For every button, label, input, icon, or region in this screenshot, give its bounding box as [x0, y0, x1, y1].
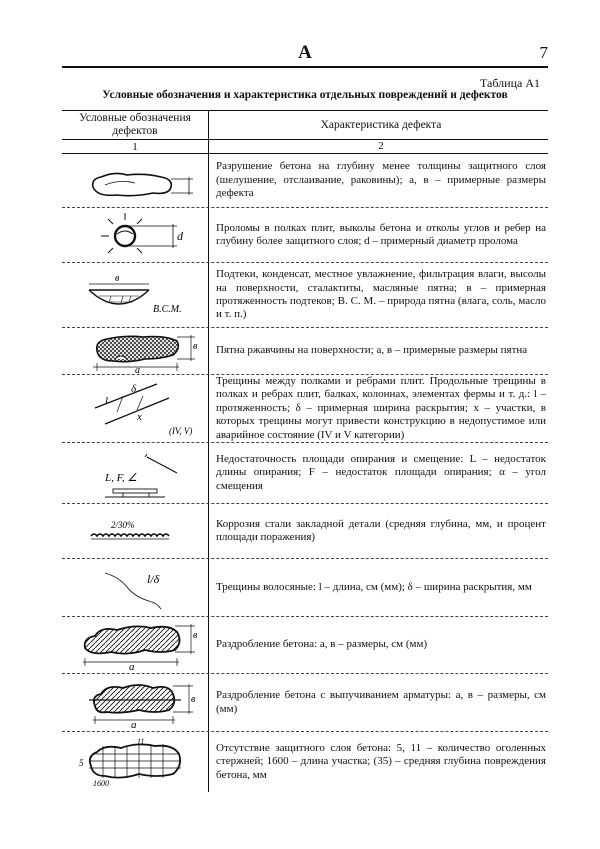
table-row — [62, 559, 548, 617]
page-number: 7 — [539, 43, 548, 62]
description-cell — [209, 732, 548, 792]
symbol-cell — [62, 559, 209, 616]
col2-number: 2 — [378, 139, 384, 152]
table-number-row — [62, 140, 548, 154]
symbol-label: х — [137, 410, 142, 423]
symbol-label: δ — [131, 382, 137, 395]
table-row — [62, 674, 548, 732]
table-row — [62, 732, 548, 792]
symbol-cell — [62, 617, 209, 673]
crushing-symbol — [65, 618, 205, 672]
table-row — [62, 263, 548, 328]
col1-header: Условные обозначения дефектов — [62, 111, 209, 139]
symbol-cell — [62, 504, 209, 558]
row-description: Разрушение бетона на глубину менее толщины защитного слоя (шелушение, отслаивание, раковины); а, в – примерные размеры дефекта — [216, 160, 546, 200]
symbol-label: 5 — [79, 758, 84, 768]
table-row — [62, 328, 548, 375]
support-symbol — [65, 445, 205, 501]
defects-table — [62, 110, 548, 792]
symbol-cell — [62, 674, 209, 731]
symbol-cell — [62, 328, 209, 374]
symbol-label: 11 — [137, 737, 145, 746]
symbol-cell — [62, 375, 209, 442]
row-description: Раздробление бетона: а, в – размеры, см (мм) — [216, 638, 428, 651]
table-row — [62, 443, 548, 504]
crushing-rebar-symbol — [65, 676, 205, 730]
row-description: Недостаточность площади опирания и смещение: L – недостаток длины опирания; F – недостаток площади опирания; α – угол смещения — [216, 452, 546, 492]
symbol-label: l — [105, 394, 109, 407]
missing-cover-symbol — [65, 734, 205, 790]
page-letter: А — [298, 42, 312, 63]
description-cell — [209, 617, 548, 673]
table-row — [62, 375, 548, 443]
symbol-label: d — [177, 229, 183, 243]
symbol-label: 1600 — [93, 779, 109, 788]
row-description: Проломы в полках плит, выколы бетона и отколы углов и ребер на глубину более защитного слоя; d – примерный диаметр пролома — [216, 221, 546, 247]
hair-crack-symbol — [65, 561, 205, 615]
table-label: Таблица А1 — [480, 76, 540, 90]
symbol-cell — [62, 443, 209, 503]
leak-symbol — [65, 266, 205, 324]
description-cell — [209, 263, 548, 327]
symbol-label: В.С.М. — [153, 304, 182, 315]
symbol-label: в — [191, 693, 196, 705]
row-description: Отсутствие защитного слоя бетона: 5, 11 – количество оголенных стержней; 1600 – длина участка; (35) – средняя глубина повреждения бетона, мм — [216, 741, 546, 781]
table-row — [62, 208, 548, 263]
symbol-cell — [62, 208, 209, 262]
row-description: Трещины между полками и ребрами плит. Продольные трещины в полках и ребрах плит, балках, колоннах, элементах фермы и т. д.: l – протяженность; δ – примерная ширина раскрытия; х – участки, в которых трещины могут привести конструкцию в недопустимое или аварийное состояние (IV и V категории) — [216, 374, 546, 441]
symbol-cell — [62, 732, 209, 792]
breach-symbol — [65, 210, 205, 260]
description-cell — [209, 208, 548, 262]
description-cell — [209, 154, 548, 207]
description-cell — [209, 328, 548, 374]
symbol-label: а — [129, 661, 135, 672]
symbol-label: l/δ — [147, 571, 160, 586]
table-row — [62, 154, 548, 208]
symbol-label: в — [193, 630, 198, 641]
symbol-label: а — [131, 718, 137, 730]
row-description: Подтеки, конденсат, местное увлажнение, фильтрация влаги, высолы на поверхности, сталактиты, масляные пятна; в – примерная протяженность подтеков; В. С. М. – природа пятна (влага, соль, масло и т. п.) — [216, 268, 546, 321]
description-cell — [209, 674, 548, 731]
page-header — [62, 40, 548, 68]
table-row — [62, 617, 548, 674]
description-cell — [209, 375, 548, 442]
symbol-label: L, F, ∠ — [105, 472, 138, 484]
table-header-row — [62, 111, 548, 140]
col2-header: Характеристика дефекта — [320, 118, 442, 131]
table-row — [62, 504, 548, 559]
symbol-cell — [62, 154, 209, 207]
symbol-label: 2/30% — [111, 520, 135, 530]
symbol-label: (IV, V) — [169, 425, 193, 436]
row-description: Трещины волосяные: l – длина, см (мм); δ – ширина раскрытия, мм — [216, 580, 532, 593]
description-cell — [209, 559, 548, 616]
symbol-label: в — [115, 273, 120, 284]
row-description: Раздробление бетона с выпучиванием арматуры: а, в – размеры, см (мм) — [216, 689, 546, 715]
crack-symbol — [65, 378, 205, 440]
table-title: Условные обозначения и характеристика отдельных повреждений и дефектов — [102, 89, 508, 101]
rust-symbol — [65, 329, 205, 373]
spalling-symbol — [65, 157, 205, 205]
row-description: Пятна ржавчины на поверхности; а, в – примерные размеры пятна — [216, 344, 528, 357]
symbol-label: в — [193, 341, 198, 352]
corrosion-symbol — [65, 506, 205, 556]
col1-number: 1 — [62, 140, 209, 153]
description-cell — [209, 504, 548, 558]
row-description: Коррозия стали закладной детали (средняя глубина, мм, и процент площади поражения) — [216, 517, 546, 543]
symbol-cell — [62, 263, 209, 327]
symbol-label: а — [135, 365, 140, 373]
description-cell — [209, 443, 548, 503]
